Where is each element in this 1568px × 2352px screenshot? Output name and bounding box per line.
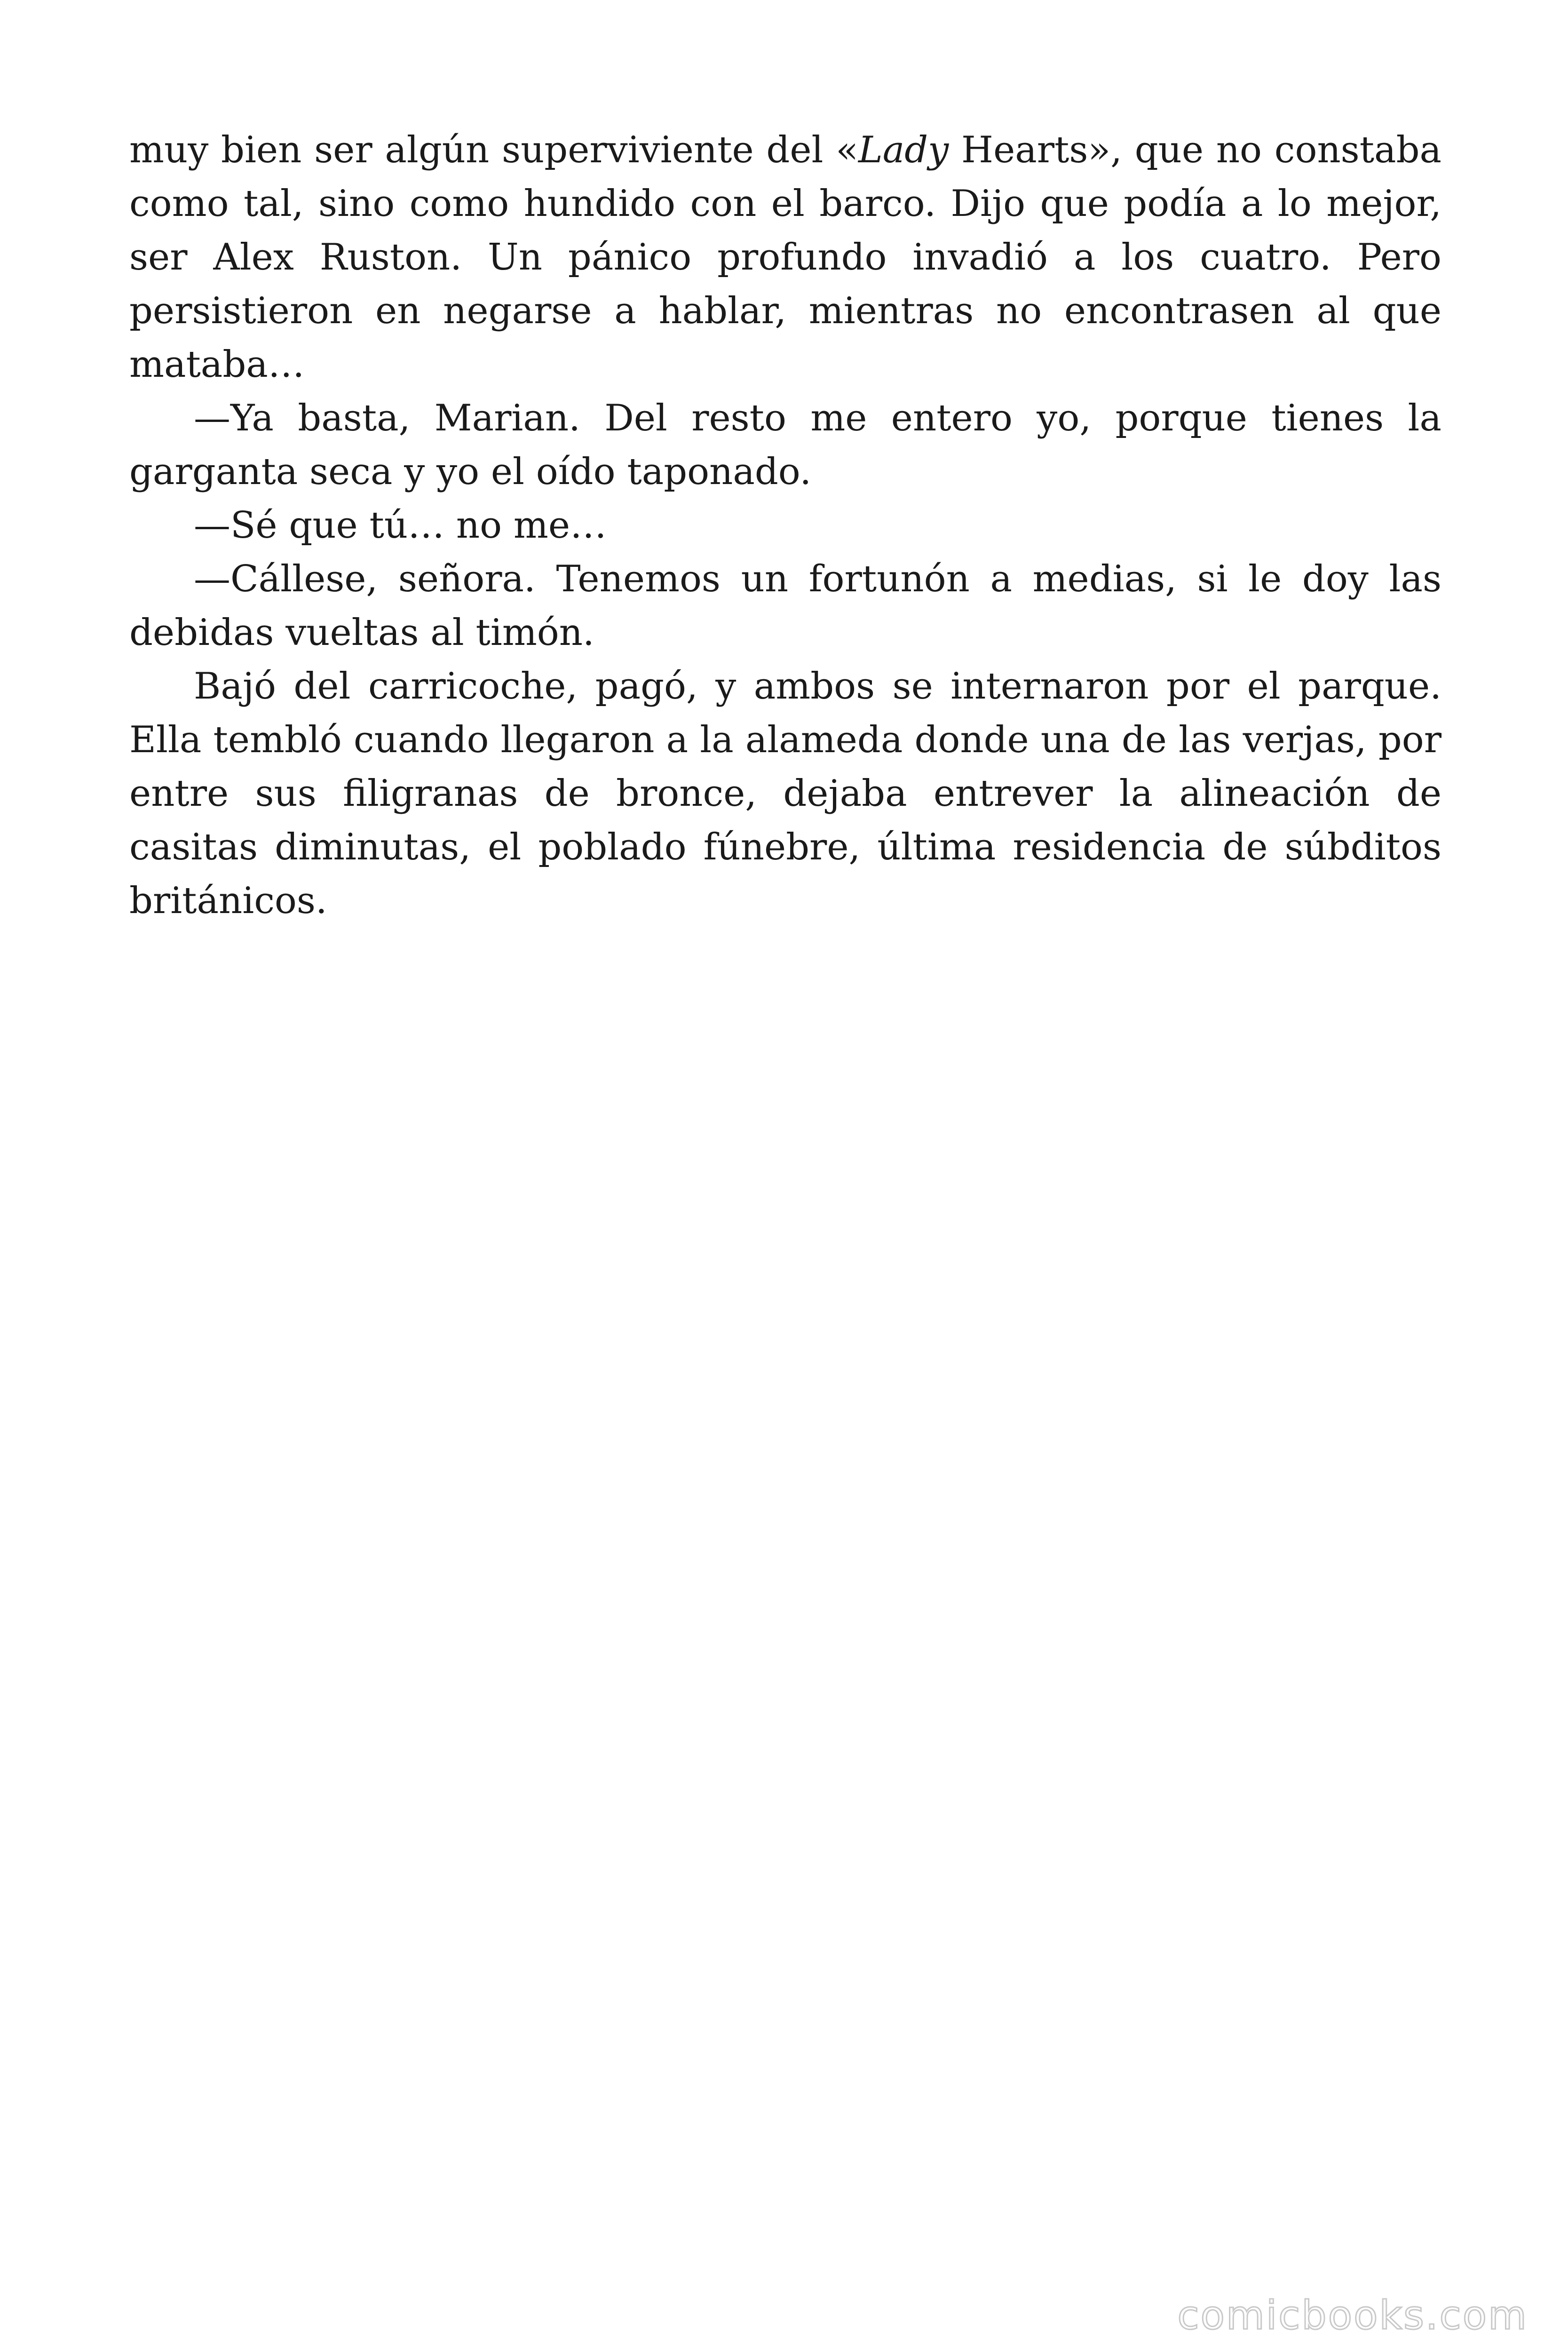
body-text — [129, 123, 1441, 928]
paragraph-2: —Ya basta, Marian. Del resto me entero yo, porque tienes la garganta seca y yo el oído taponado. — [129, 397, 1441, 493]
paragraph-1 — [129, 123, 1441, 391]
ship-name-italic: Lady — [858, 129, 949, 171]
paragraph-1-end: Hearts», que no constaba como tal, sino como hundido con el barco. Dijo que podía a lo mejor, ser Alex Ruston. Un pánico profundo invadió a los cuatro. Pero persistieron en negarse a hablar, mientras no encontrasen al que mataba… — [129, 129, 1441, 386]
paragraph-1-start: muy bien ser algún superviviente del « — [129, 129, 858, 171]
paragraph-5: Bajó del carricoche, pagó, y ambos se internaron por el parque. Ella tembló cuando llegaron a la alameda donde una de las verjas, por entre sus filigranas de bronce, dejaba entrever la alineación de casitas diminutas, el poblado fúnebre, última residencia de súbditos británicos. — [129, 665, 1441, 922]
watermark: comicbooks.com — [1177, 2292, 1528, 2338]
paragraph-4: —Cállese, señora. Tenemos un fortunón a medias, si le doy las debidas vueltas al timón. — [129, 558, 1441, 654]
paragraph-3: —Sé que tú… no me… — [194, 504, 607, 547]
